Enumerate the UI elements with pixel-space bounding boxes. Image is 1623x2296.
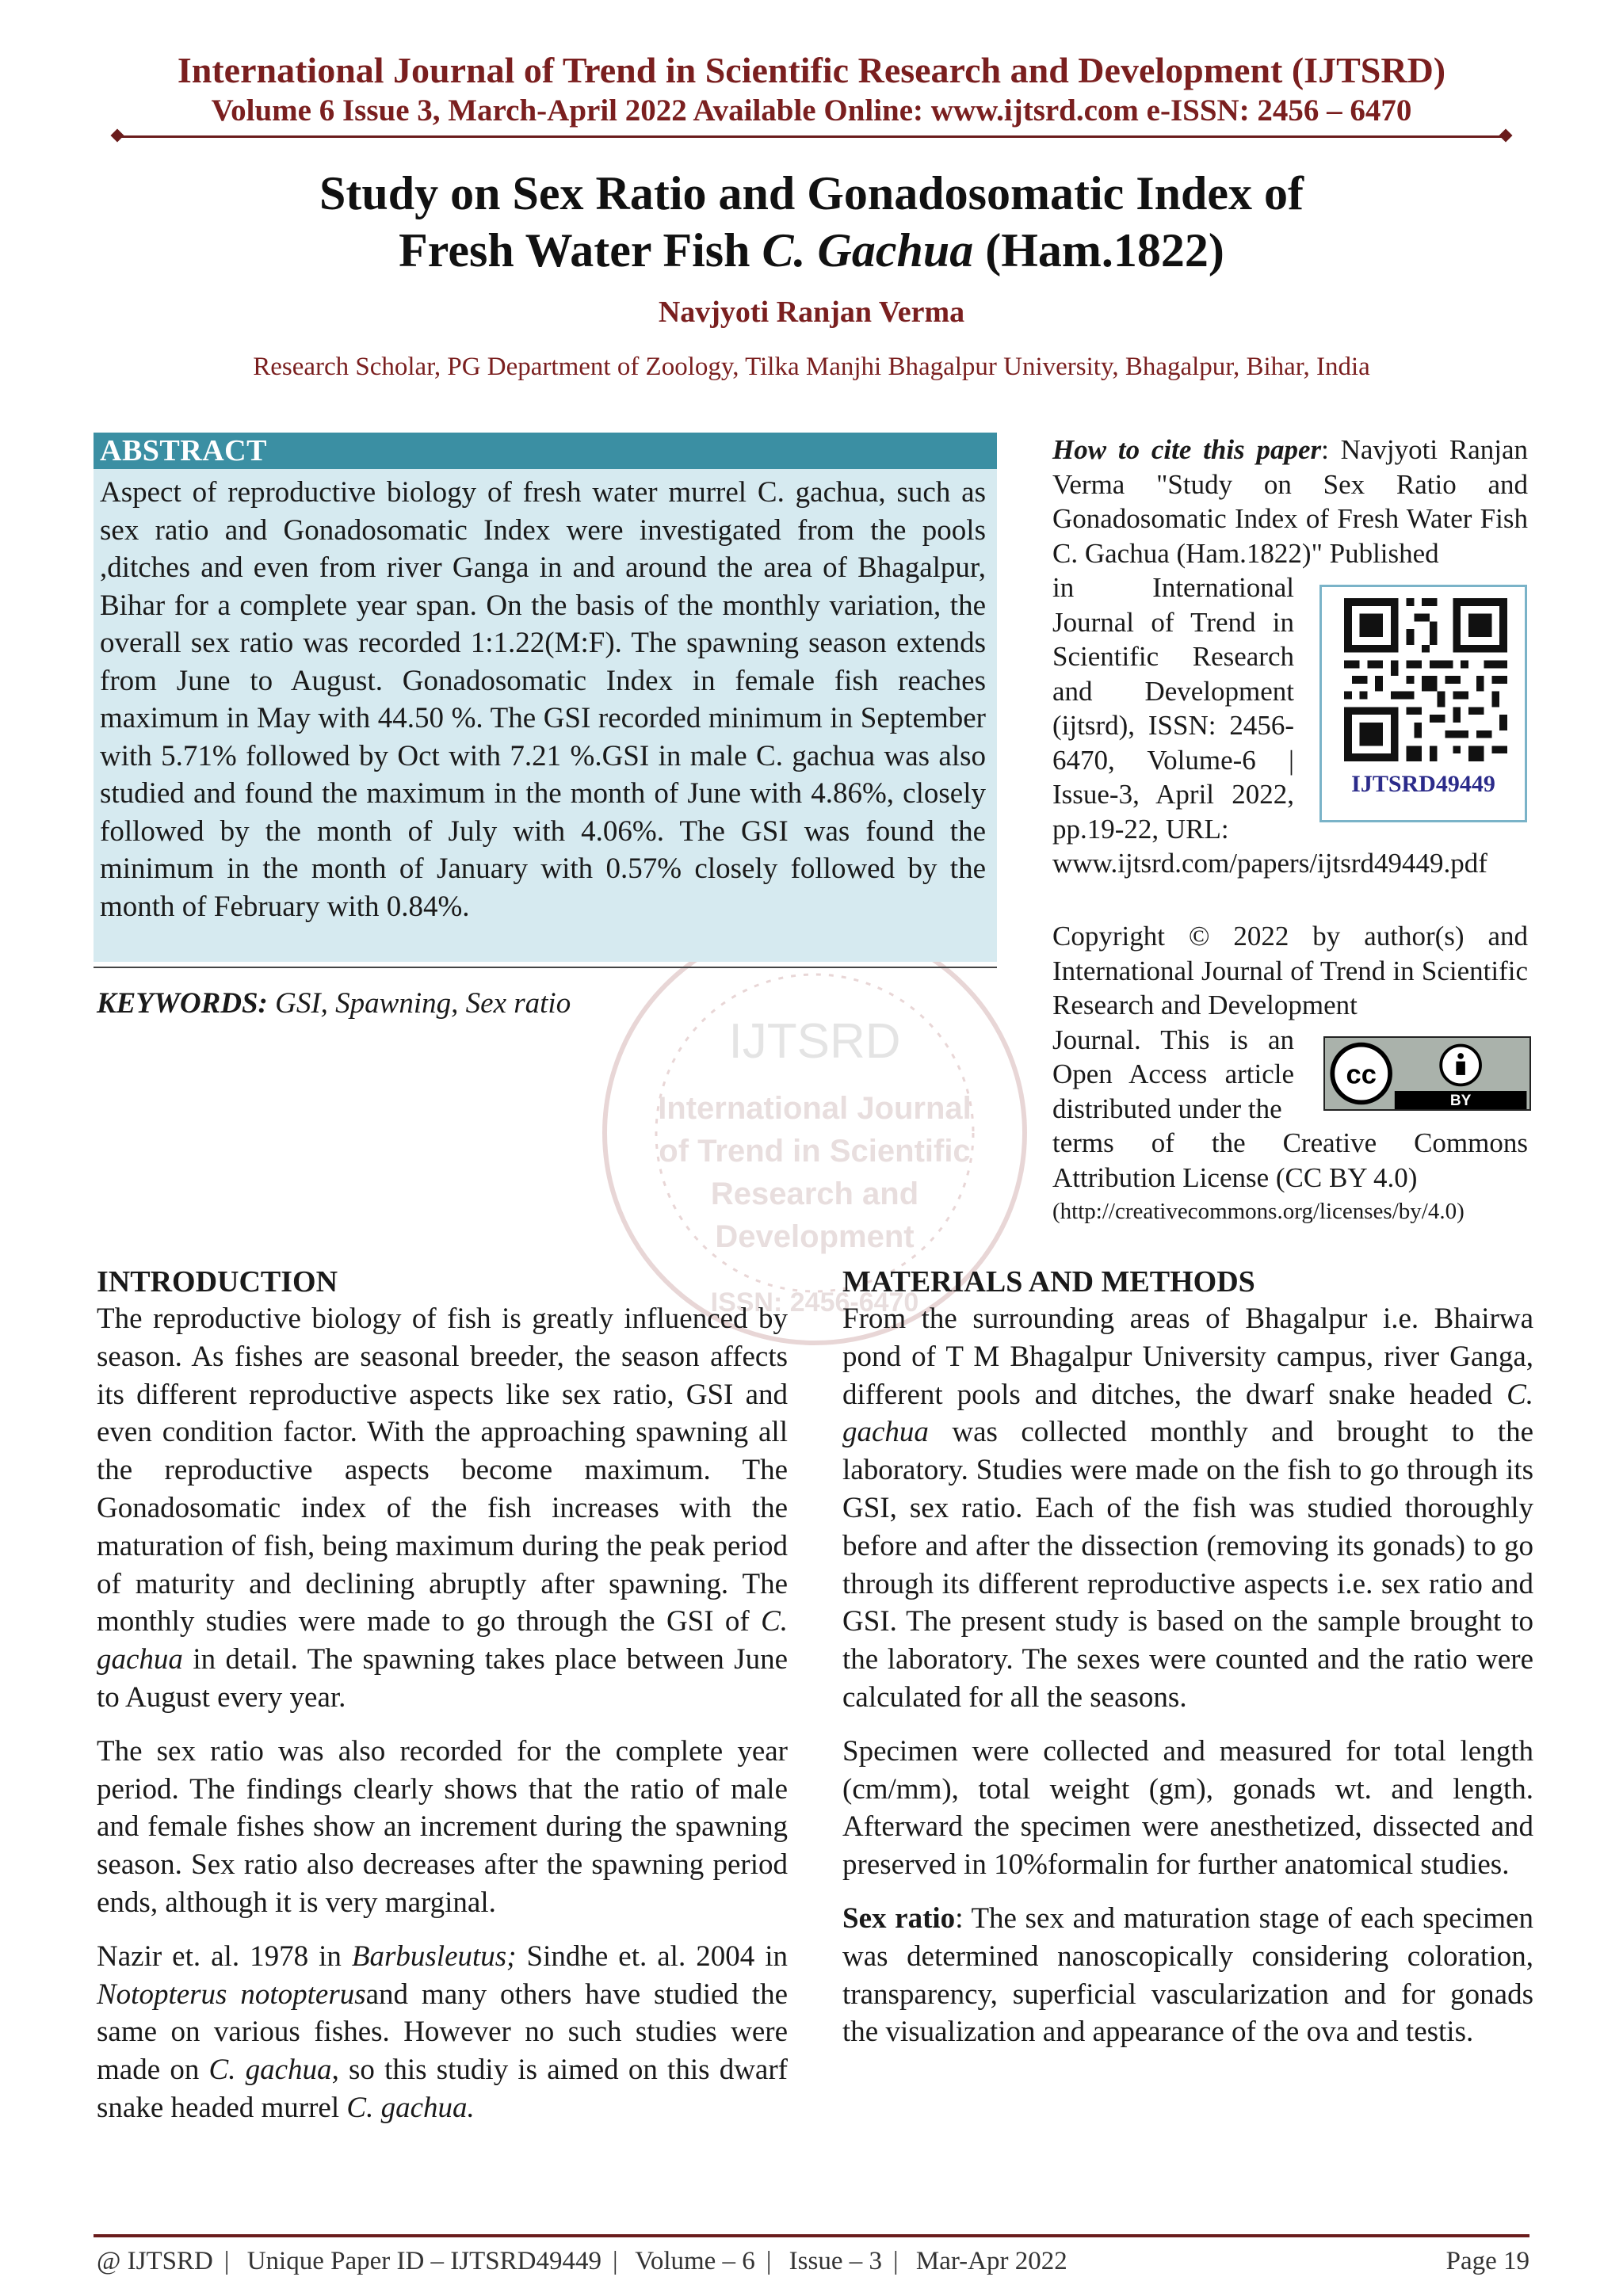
title-prefix: Fresh Water Fish: [399, 224, 762, 277]
keywords-label: KEYWORDS:: [97, 987, 268, 1020]
watermark-issn: ISSN: 2456-6470: [710, 1287, 919, 1318]
title-line-2: [0, 222, 1623, 279]
watermark-line1: International Journal: [658, 1091, 972, 1126]
citation-top: [1052, 434, 1528, 569]
methods-section: [842, 1264, 1533, 2067]
issue-line: Volume 6 Issue 3, March-April 2022 Available Online: www.ijtsrd.com e-ISSN: 2456 – 6470: [211, 93, 1412, 128]
paper-id-label: IJTSRD49449: [1351, 771, 1495, 797]
qr-code-box[interactable]: [1319, 585, 1527, 822]
journal-title: International Journal of Trend in Scientific Research and Development (IJTSRD): [177, 50, 1446, 90]
citation-url[interactable]: www.ijtsrd.com/papers/ijtsrd49449.pdf: [1052, 848, 1487, 879]
header-rule: [119, 135, 1504, 138]
introduction-heading: INTRODUCTION: [97, 1265, 338, 1299]
abstract-heading: ABSTRACT: [94, 433, 997, 469]
author-affiliation: Research Scholar, PG Department of Zoology, Tilka Manjhi Bhagalpur University, Bhagalpur, Bihar, India: [253, 353, 1370, 381]
introduction-section: [97, 1264, 788, 2143]
introduction-paragraph-3: Nazir et. al. 1978 in Barbusleutus; Sindhe et. al. 2004 in Notopterus notopterusand many others have studied the same on various fishes. However no such studies were made on C. gachua, so this studiy is aimed on this dwarf snake headed murrel C. gachua.: [97, 1939, 788, 2124]
citation-text-top: : Navjyoti Ranjan Verma "Study on Sex Ratio and Gonadosomatic Index of Fresh Water Fish C. Gachua (Ham.1822)" Published: [1052, 434, 1528, 569]
license-url[interactable]: (http://creativecommons.org/licenses/by/4.0): [1052, 1199, 1465, 1224]
copyright-text-wide: Copyright © 2022 by author(s) and International Journal of Trend in Scientific Research and Development: [1052, 921, 1528, 1020]
watermark-name: IJTSRD: [728, 1014, 901, 1069]
footer-paper-id: Unique Paper ID – IJTSRD49449: [246, 2247, 601, 2275]
copyright-text-narrow: Journal. This is an Open Access article distributed under the: [1052, 1024, 1294, 1124]
by-text: BY: [1449, 1093, 1472, 1110]
citation-text-narrow: in International Journal of Trend in Scientific Research and Development (ijtsrd), ISSN: 2456-6470, Volume-6 | Issue-3, April 2022, pp.19-22, URL:: [1052, 572, 1294, 845]
qr-code-icon: [1344, 598, 1507, 761]
keywords: [97, 986, 571, 1020]
methods-paragraph-3: Sex ratio: The sex and maturation stage of each specimen was determined nanoscopically considering coloration, transparency, superficial vascularization and for gonads the visualization and appearance of the ova and testis.: [842, 1901, 1533, 2049]
keywords-text: GSI, Spawning, Sex ratio: [267, 987, 571, 1020]
title-suffix: (Ham.1822): [973, 224, 1224, 277]
footer-volume: Volume – 6: [635, 2247, 755, 2275]
footer-period: Mar-Apr 2022: [915, 2247, 1067, 2275]
watermark-line2: of Trend in Scientific: [659, 1134, 971, 1169]
keywords-divider: [94, 967, 997, 968]
cc-text: cc: [1346, 1059, 1377, 1090]
copyright-text-after: terms of the Creative Commons Attribution License (CC BY 4.0): [1052, 1127, 1528, 1193]
footer-left: @ IJTSRD | Unique Paper ID – IJTSRD49449 | Volume – 6 | Issue – 3 | Mar-Apr 2022: [97, 2247, 1067, 2275]
footer-issue: Issue – 3: [789, 2247, 882, 2275]
footer-page-number: Page 19: [1445, 2247, 1529, 2275]
citation-label: How to cite this paper: [1052, 434, 1322, 465]
cc-by-badge[interactable]: [1323, 1036, 1531, 1111]
paper-title: [0, 165, 1623, 279]
methods-paragraph-2: Specimen were collected and measured for total length (cm/mm), total weight (gm), gonads wt. and length. Afterward the specimen were anesthetized, dissected and preserved in 10%formalin for further anatomical studies.: [842, 1734, 1533, 1882]
footer-brand: @ IJTSRD: [97, 2247, 213, 2275]
title-line-1: Study on Sex Ratio and Gonadosomatic Index of: [319, 167, 1304, 219]
methods-heading: MATERIALS AND METHODS: [842, 1265, 1255, 1299]
introduction-paragraph-2: The sex ratio was also recorded for the complete year period. The findings clearly shows that the ratio of male and female fishes show an increment during the spawning season. Sex ratio also decreases after the spawning period ends, although it is very marginal.: [97, 1734, 788, 1919]
watermark-line4: Development: [715, 1219, 915, 1254]
abstract-text: Aspect of reproductive biology of fresh water murrel C. gachua, such as sex ratio and Gonadosomatic Index were investigated from the pools ,ditches and even from river Ganga in and around the area of Bhagalpur, Bihar for a complete year span. On the basis of the monthly variation, the overall sex ratio was recorded 1:1.22(M:F). The spawning season extends from June to August. Gonadosomatic Index in female fish reaches maximum in May with 44.50 %. The GSI recorded minimum in September with 5.71% followed by Oct with 7.21 %.GSI in male C. gachua was also studied and found the maximum in the month of June with 4.86%, closely followed by the month of July with 4.06%. The GSI was found the minimum in the month of January with 0.57% closely followed by the month of February with 0.84%.: [100, 476, 986, 923]
sex-ratio-label: Sex ratio: [842, 1901, 956, 1935]
introduction-paragraph-1: The reproductive biology of fish is greatly influenced by season. As fishes are seasonal breeder, the season affects its different reproductive aspects like sex ratio, GSI and even condition factor. With the approaching spawning all the reproductive aspects become maximum. The Gonadosomatic index of the fish increases with the maturation of fish, being maximum during the peak period of maturity and declining abruptly after spawning. The monthly studies were made to go through the GSI of C. gachua in detail. The spawning takes place between June to August every year.: [97, 1302, 788, 1714]
footer-rule: [94, 2234, 1529, 2237]
methods-paragraph-1: From the surrounding areas of Bhagalpur i.e. Bhairwa pond of T M Bhagalpur University campus, river Ganga, different pools and ditches, the dwarf snake headed C. gachua was collected monthly and brought to the laboratory. Studies were made on the fish to go through its GSI, sex ratio. Each of the fish was studied thoroughly before and after the dissection (removing its gonads) to go through its different reproductive aspects i.e. sex ratio and GSI. The present study is based on the sample brought to the laboratory. The sexes were counted and the ratio were calculated for all the seasons.: [842, 1302, 1533, 1714]
author-name: Navjyoti Ranjan Verma: [658, 296, 965, 329]
page-footer: [97, 2247, 1529, 2276]
abstract-box: [94, 433, 997, 962]
title-species: C. Gachua: [762, 224, 974, 277]
watermark-line3: Research and: [710, 1177, 919, 1211]
